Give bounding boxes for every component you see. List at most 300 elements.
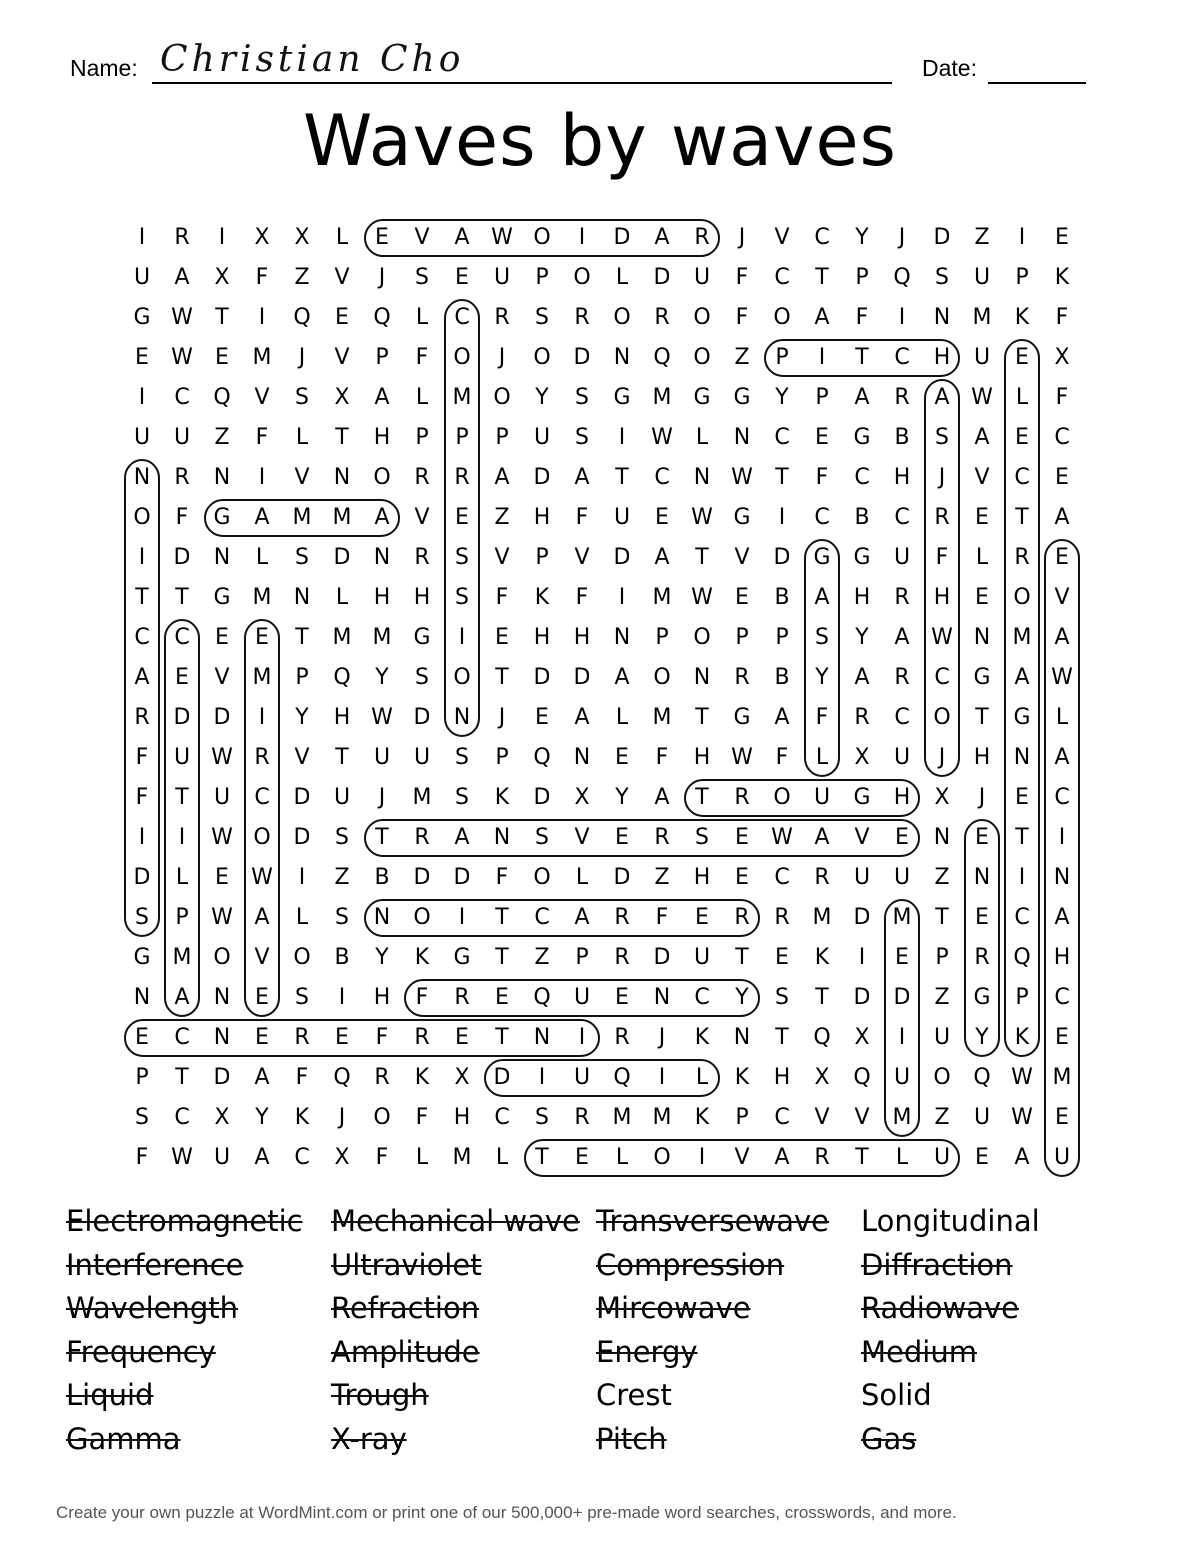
grid-cell[interactable]: N: [533, 1025, 551, 1050]
grid-cell[interactable]: M: [332, 625, 352, 650]
grid-cell[interactable]: I: [458, 625, 466, 650]
grid-cell[interactable]: R: [574, 305, 590, 330]
grid-cell[interactable]: W: [211, 825, 233, 850]
grid-cell[interactable]: R: [734, 785, 750, 810]
grid-cell[interactable]: R: [614, 905, 630, 930]
grid-cell[interactable]: S: [695, 825, 709, 850]
grid-cell[interactable]: L: [695, 1065, 709, 1090]
grid-cell[interactable]: O: [253, 825, 271, 850]
grid-cell[interactable]: O: [133, 505, 151, 530]
grid-cell[interactable]: H: [893, 785, 911, 810]
grid-cell[interactable]: F: [575, 585, 589, 610]
grid-cell[interactable]: I: [258, 305, 266, 330]
grid-cell[interactable]: W: [731, 745, 753, 770]
grid-cell[interactable]: J: [498, 705, 506, 730]
grid-cell[interactable]: U: [1053, 1145, 1071, 1170]
grid-cell[interactable]: D: [213, 705, 231, 730]
grid-cell[interactable]: Z: [974, 225, 990, 250]
grid-cell[interactable]: S: [415, 265, 429, 290]
grid-cell[interactable]: Z: [494, 505, 510, 530]
grid-cell[interactable]: R: [174, 465, 190, 490]
grid-cell[interactable]: Y: [255, 1105, 269, 1130]
grid-cell[interactable]: Y: [375, 665, 389, 690]
grid-cell[interactable]: D: [573, 345, 591, 370]
grid-cell[interactable]: C: [134, 625, 150, 650]
grid-cell[interactable]: E: [1055, 545, 1069, 570]
grid-cell[interactable]: E: [975, 1145, 989, 1170]
grid-cell[interactable]: U: [173, 745, 191, 770]
grid-cell[interactable]: U: [173, 425, 191, 450]
grid-cell[interactable]: T: [495, 905, 509, 930]
grid-cell[interactable]: W: [1011, 1105, 1033, 1130]
grid-cell[interactable]: E: [535, 705, 549, 730]
grid-cell[interactable]: W: [371, 705, 393, 730]
grid-cell[interactable]: M: [292, 505, 312, 530]
grid-cell[interactable]: W: [171, 305, 193, 330]
grid-cell[interactable]: T: [975, 705, 989, 730]
grid-cell[interactable]: S: [135, 905, 149, 930]
grid-cell[interactable]: I: [338, 985, 346, 1010]
grid-cell[interactable]: T: [855, 345, 869, 370]
grid-cell[interactable]: G: [853, 545, 871, 570]
grid-cell[interactable]: S: [135, 1105, 149, 1130]
grid-cell[interactable]: N: [1013, 745, 1031, 770]
grid-cell[interactable]: R: [894, 585, 910, 610]
grid-cell[interactable]: A: [814, 585, 830, 610]
grid-cell[interactable]: Q: [893, 265, 911, 290]
grid-cell[interactable]: U: [573, 1065, 591, 1090]
grid-cell[interactable]: W: [251, 865, 273, 890]
grid-cell[interactable]: R: [294, 1025, 310, 1050]
grid-cell[interactable]: J: [938, 465, 946, 490]
grid-cell[interactable]: E: [735, 865, 749, 890]
grid-cell[interactable]: E: [255, 625, 269, 650]
grid-cell[interactable]: W: [491, 225, 513, 250]
grid-cell[interactable]: I: [818, 345, 826, 370]
grid-cell[interactable]: H: [533, 625, 551, 650]
grid-cell[interactable]: H: [693, 865, 711, 890]
grid-cell[interactable]: E: [175, 665, 189, 690]
grid-cell[interactable]: T: [375, 825, 389, 850]
name-field[interactable]: [152, 39, 892, 84]
grid-cell[interactable]: E: [815, 425, 829, 450]
grid-cell[interactable]: T: [1015, 825, 1029, 850]
grid-cell[interactable]: Z: [734, 345, 750, 370]
grid-cell[interactable]: M: [172, 945, 192, 970]
grid-cell[interactable]: L: [255, 545, 269, 570]
grid-cell[interactable]: E: [1055, 1025, 1069, 1050]
grid-cell[interactable]: L: [975, 545, 989, 570]
grid-cell[interactable]: U: [973, 1105, 991, 1130]
grid-cell[interactable]: E: [1015, 425, 1029, 450]
grid-cell[interactable]: S: [455, 545, 469, 570]
grid-cell[interactable]: H: [413, 585, 431, 610]
grid-cell[interactable]: N: [453, 705, 471, 730]
grid-cell[interactable]: U: [693, 265, 711, 290]
grid-cell[interactable]: E: [215, 865, 229, 890]
grid-cell[interactable]: V: [1054, 585, 1070, 610]
grid-cell[interactable]: E: [135, 1025, 149, 1050]
grid-cell[interactable]: L: [1055, 705, 1069, 730]
grid-cell[interactable]: K: [814, 945, 830, 970]
grid-cell[interactable]: I: [298, 865, 306, 890]
grid-cell[interactable]: Y: [815, 665, 829, 690]
grid-cell[interactable]: M: [652, 1105, 672, 1130]
grid-cell[interactable]: G: [813, 545, 831, 570]
grid-cell[interactable]: I: [258, 705, 266, 730]
grid-cell[interactable]: C: [814, 505, 830, 530]
grid-cell[interactable]: N: [933, 305, 951, 330]
grid-cell[interactable]: D: [533, 785, 551, 810]
grid-cell[interactable]: V: [854, 825, 870, 850]
grid-cell[interactable]: A: [254, 1065, 270, 1090]
grid-cell[interactable]: R: [734, 665, 750, 690]
grid-cell[interactable]: C: [854, 465, 870, 490]
grid-cell[interactable]: W: [171, 1145, 193, 1170]
grid-cell[interactable]: D: [213, 1065, 231, 1090]
grid-cell[interactable]: K: [734, 1065, 750, 1090]
grid-cell[interactable]: H: [333, 705, 351, 730]
grid-cell[interactable]: P: [175, 905, 189, 930]
grid-cell[interactable]: F: [135, 785, 149, 810]
grid-cell[interactable]: N: [973, 625, 991, 650]
grid-cell[interactable]: S: [335, 825, 349, 850]
grid-cell[interactable]: J: [738, 225, 746, 250]
grid-cell[interactable]: A: [1054, 905, 1070, 930]
grid-cell[interactable]: F: [175, 505, 189, 530]
grid-cell[interactable]: A: [174, 265, 190, 290]
grid-cell[interactable]: A: [174, 985, 190, 1010]
grid-cell[interactable]: Y: [775, 385, 789, 410]
grid-cell[interactable]: Y: [295, 705, 309, 730]
grid-cell[interactable]: R: [414, 545, 430, 570]
grid-cell[interactable]: E: [455, 505, 469, 530]
grid-cell[interactable]: E: [335, 305, 349, 330]
grid-cell[interactable]: R: [894, 665, 910, 690]
grid-cell[interactable]: S: [935, 265, 949, 290]
grid-cell[interactable]: D: [853, 905, 871, 930]
grid-cell[interactable]: I: [218, 225, 226, 250]
grid-cell[interactable]: F: [655, 745, 669, 770]
grid-cell[interactable]: E: [135, 345, 149, 370]
grid-cell[interactable]: G: [213, 585, 231, 610]
grid-cell[interactable]: D: [333, 545, 351, 570]
grid-cell[interactable]: F: [415, 345, 429, 370]
grid-cell[interactable]: D: [173, 705, 191, 730]
grid-cell[interactable]: F: [815, 465, 829, 490]
grid-cell[interactable]: T: [135, 585, 149, 610]
grid-cell[interactable]: S: [455, 785, 469, 810]
grid-cell[interactable]: W: [691, 505, 713, 530]
grid-cell[interactable]: U: [813, 785, 831, 810]
grid-cell[interactable]: D: [413, 705, 431, 730]
grid-cell[interactable]: G: [733, 385, 751, 410]
grid-cell[interactable]: G: [973, 985, 991, 1010]
grid-cell[interactable]: Z: [654, 865, 670, 890]
grid-cell[interactable]: A: [494, 465, 510, 490]
grid-cell[interactable]: U: [213, 785, 231, 810]
grid-cell[interactable]: C: [934, 665, 950, 690]
grid-cell[interactable]: F: [495, 865, 509, 890]
grid-cell[interactable]: M: [812, 905, 832, 930]
grid-cell[interactable]: P: [735, 625, 749, 650]
grid-cell[interactable]: D: [493, 1065, 511, 1090]
grid-cell[interactable]: R: [734, 905, 750, 930]
grid-cell[interactable]: C: [494, 1105, 510, 1130]
grid-cell[interactable]: V: [414, 505, 430, 530]
grid-cell[interactable]: X: [1054, 345, 1070, 370]
grid-cell[interactable]: O: [1013, 585, 1031, 610]
grid-cell[interactable]: L: [815, 745, 829, 770]
grid-cell[interactable]: F: [1055, 385, 1069, 410]
grid-cell[interactable]: R: [614, 1025, 630, 1050]
grid-cell[interactable]: N: [373, 905, 391, 930]
grid-cell[interactable]: V: [574, 545, 590, 570]
grid-cell[interactable]: N: [613, 625, 631, 650]
grid-cell[interactable]: G: [733, 705, 751, 730]
grid-cell[interactable]: S: [415, 665, 429, 690]
grid-cell[interactable]: N: [373, 545, 391, 570]
grid-cell[interactable]: V: [774, 225, 790, 250]
grid-cell[interactable]: L: [895, 1145, 909, 1170]
grid-cell[interactable]: O: [773, 305, 791, 330]
grid-cell[interactable]: O: [453, 665, 471, 690]
grid-cell[interactable]: N: [213, 1025, 231, 1050]
grid-cell[interactable]: Z: [534, 945, 550, 970]
grid-cell[interactable]: O: [453, 345, 471, 370]
grid-cell[interactable]: U: [933, 1025, 951, 1050]
grid-cell[interactable]: I: [178, 825, 186, 850]
grid-cell[interactable]: O: [373, 1105, 391, 1130]
grid-cell[interactable]: C: [254, 785, 270, 810]
grid-cell[interactable]: C: [1014, 905, 1030, 930]
grid-cell[interactable]: M: [652, 705, 672, 730]
grid-cell[interactable]: W: [931, 625, 953, 650]
grid-cell[interactable]: C: [774, 425, 790, 450]
grid-cell[interactable]: M: [1012, 625, 1032, 650]
grid-cell[interactable]: I: [1018, 225, 1026, 250]
grid-cell[interactable]: P: [575, 945, 589, 970]
grid-cell[interactable]: L: [495, 1145, 509, 1170]
grid-cell[interactable]: K: [694, 1025, 710, 1050]
grid-cell[interactable]: L: [695, 425, 709, 450]
grid-cell[interactable]: I: [618, 425, 626, 450]
grid-cell[interactable]: D: [293, 785, 311, 810]
grid-cell[interactable]: T: [695, 545, 709, 570]
grid-cell[interactable]: L: [335, 585, 349, 610]
grid-cell[interactable]: X: [294, 225, 310, 250]
grid-cell[interactable]: L: [615, 265, 629, 290]
grid-cell[interactable]: O: [373, 465, 391, 490]
grid-cell[interactable]: P: [535, 545, 549, 570]
grid-cell[interactable]: O: [933, 1065, 951, 1090]
grid-cell[interactable]: I: [138, 545, 146, 570]
grid-cell[interactable]: Y: [375, 945, 389, 970]
grid-cell[interactable]: G: [853, 785, 871, 810]
grid-cell[interactable]: R: [694, 225, 710, 250]
grid-cell[interactable]: S: [935, 425, 949, 450]
grid-cell[interactable]: T: [335, 745, 349, 770]
grid-cell[interactable]: Q: [293, 305, 311, 330]
grid-cell[interactable]: I: [538, 1065, 546, 1090]
grid-cell[interactable]: V: [814, 1105, 830, 1130]
grid-cell[interactable]: R: [574, 1105, 590, 1130]
grid-cell[interactable]: N: [133, 465, 151, 490]
grid-cell[interactable]: H: [973, 745, 991, 770]
grid-cell[interactable]: W: [691, 585, 713, 610]
grid-cell[interactable]: U: [333, 785, 351, 810]
grid-cell[interactable]: U: [933, 1145, 951, 1170]
grid-cell[interactable]: Q: [213, 385, 231, 410]
grid-cell[interactable]: T: [695, 705, 709, 730]
grid-cell[interactable]: L: [175, 865, 189, 890]
grid-cell[interactable]: X: [254, 225, 270, 250]
grid-cell[interactable]: E: [455, 1025, 469, 1050]
grid-cell[interactable]: U: [893, 1065, 911, 1090]
grid-cell[interactable]: P: [495, 425, 509, 450]
grid-cell[interactable]: W: [171, 345, 193, 370]
grid-cell[interactable]: M: [252, 585, 272, 610]
grid-cell[interactable]: D: [893, 985, 911, 1010]
grid-cell[interactable]: H: [453, 1105, 471, 1130]
grid-cell[interactable]: C: [454, 305, 470, 330]
grid-cell[interactable]: C: [774, 865, 790, 890]
grid-cell[interactable]: I: [658, 1065, 666, 1090]
grid-cell[interactable]: V: [294, 465, 310, 490]
grid-cell[interactable]: M: [652, 585, 672, 610]
grid-cell[interactable]: V: [494, 545, 510, 570]
grid-cell[interactable]: V: [214, 665, 230, 690]
grid-cell[interactable]: A: [254, 1145, 270, 1170]
grid-cell[interactable]: N: [1053, 865, 1071, 890]
grid-cell[interactable]: C: [174, 1025, 190, 1050]
grid-cell[interactable]: N: [213, 545, 231, 570]
grid-cell[interactable]: E: [895, 945, 909, 970]
grid-cell[interactable]: R: [414, 1025, 430, 1050]
grid-cell[interactable]: R: [454, 985, 470, 1010]
grid-cell[interactable]: F: [415, 1105, 429, 1130]
grid-cell[interactable]: F: [855, 305, 869, 330]
grid-cell[interactable]: F: [135, 745, 149, 770]
grid-cell[interactable]: C: [294, 1145, 310, 1170]
grid-cell[interactable]: Q: [853, 1065, 871, 1090]
grid-cell[interactable]: P: [1015, 265, 1029, 290]
grid-cell[interactable]: Y: [615, 785, 629, 810]
grid-cell[interactable]: P: [735, 1105, 749, 1130]
grid-cell[interactable]: S: [295, 385, 309, 410]
grid-cell[interactable]: C: [894, 705, 910, 730]
grid-cell[interactable]: S: [535, 825, 549, 850]
grid-cell[interactable]: I: [258, 465, 266, 490]
grid-cell[interactable]: P: [295, 665, 309, 690]
grid-cell[interactable]: I: [858, 945, 866, 970]
grid-cell[interactable]: N: [573, 745, 591, 770]
grid-cell[interactable]: D: [453, 865, 471, 890]
grid-cell[interactable]: M: [372, 625, 392, 650]
grid-cell[interactable]: U: [853, 865, 871, 890]
grid-cell[interactable]: Q: [533, 985, 551, 1010]
grid-cell[interactable]: M: [652, 385, 672, 410]
grid-cell[interactable]: A: [974, 425, 990, 450]
grid-cell[interactable]: Z: [934, 1105, 950, 1130]
grid-cell[interactable]: A: [774, 705, 790, 730]
grid-cell[interactable]: Q: [373, 305, 391, 330]
grid-cell[interactable]: E: [655, 505, 669, 530]
grid-cell[interactable]: Y: [535, 385, 549, 410]
grid-cell[interactable]: O: [773, 785, 791, 810]
grid-cell[interactable]: A: [374, 505, 390, 530]
grid-cell[interactable]: R: [174, 225, 190, 250]
grid-cell[interactable]: L: [415, 1145, 429, 1170]
grid-cell[interactable]: U: [893, 545, 911, 570]
grid-cell[interactable]: V: [734, 545, 750, 570]
grid-cell[interactable]: E: [975, 905, 989, 930]
grid-cell[interactable]: O: [653, 665, 671, 690]
grid-cell[interactable]: Q: [973, 1065, 991, 1090]
grid-cell[interactable]: L: [415, 385, 429, 410]
grid-cell[interactable]: C: [694, 985, 710, 1010]
grid-cell[interactable]: G: [1013, 705, 1031, 730]
grid-cell[interactable]: H: [933, 345, 951, 370]
grid-cell[interactable]: X: [854, 1025, 870, 1050]
grid-cell[interactable]: R: [934, 505, 950, 530]
grid-cell[interactable]: D: [653, 265, 671, 290]
grid-cell[interactable]: T: [335, 425, 349, 450]
grid-cell[interactable]: V: [254, 385, 270, 410]
grid-cell[interactable]: A: [574, 905, 590, 930]
grid-cell[interactable]: T: [495, 1025, 509, 1050]
grid-cell[interactable]: W: [971, 385, 993, 410]
grid-cell[interactable]: K: [1014, 305, 1030, 330]
grid-cell[interactable]: A: [654, 545, 670, 570]
grid-cell[interactable]: P: [535, 265, 549, 290]
grid-cell[interactable]: M: [1052, 1065, 1072, 1090]
grid-cell[interactable]: F: [375, 1145, 389, 1170]
grid-cell[interactable]: C: [774, 265, 790, 290]
grid-cell[interactable]: T: [535, 1145, 549, 1170]
grid-cell[interactable]: Q: [333, 1065, 351, 1090]
grid-cell[interactable]: Q: [653, 345, 671, 370]
grid-cell[interactable]: G: [613, 385, 631, 410]
grid-cell[interactable]: N: [693, 465, 711, 490]
grid-cell[interactable]: A: [574, 705, 590, 730]
grid-cell[interactable]: M: [332, 505, 352, 530]
grid-cell[interactable]: R: [854, 705, 870, 730]
grid-cell[interactable]: Q: [533, 745, 551, 770]
grid-cell[interactable]: S: [575, 385, 589, 410]
grid-cell[interactable]: R: [414, 465, 430, 490]
grid-cell[interactable]: U: [133, 425, 151, 450]
grid-cell[interactable]: J: [298, 345, 306, 370]
grid-cell[interactable]: P: [775, 345, 789, 370]
grid-cell[interactable]: T: [775, 465, 789, 490]
grid-cell[interactable]: J: [498, 345, 506, 370]
grid-cell[interactable]: M: [452, 385, 472, 410]
grid-cell[interactable]: S: [295, 545, 309, 570]
grid-cell[interactable]: F: [735, 265, 749, 290]
grid-cell[interactable]: V: [254, 945, 270, 970]
grid-cell[interactable]: W: [651, 425, 673, 450]
grid-cell[interactable]: T: [935, 905, 949, 930]
grid-cell[interactable]: T: [615, 465, 629, 490]
grid-cell[interactable]: O: [653, 1145, 671, 1170]
grid-cell[interactable]: H: [853, 585, 871, 610]
grid-cell[interactable]: V: [854, 1105, 870, 1130]
grid-cell[interactable]: O: [533, 865, 551, 890]
grid-cell[interactable]: L: [295, 905, 309, 930]
grid-cell[interactable]: F: [735, 305, 749, 330]
grid-cell[interactable]: N: [293, 585, 311, 610]
